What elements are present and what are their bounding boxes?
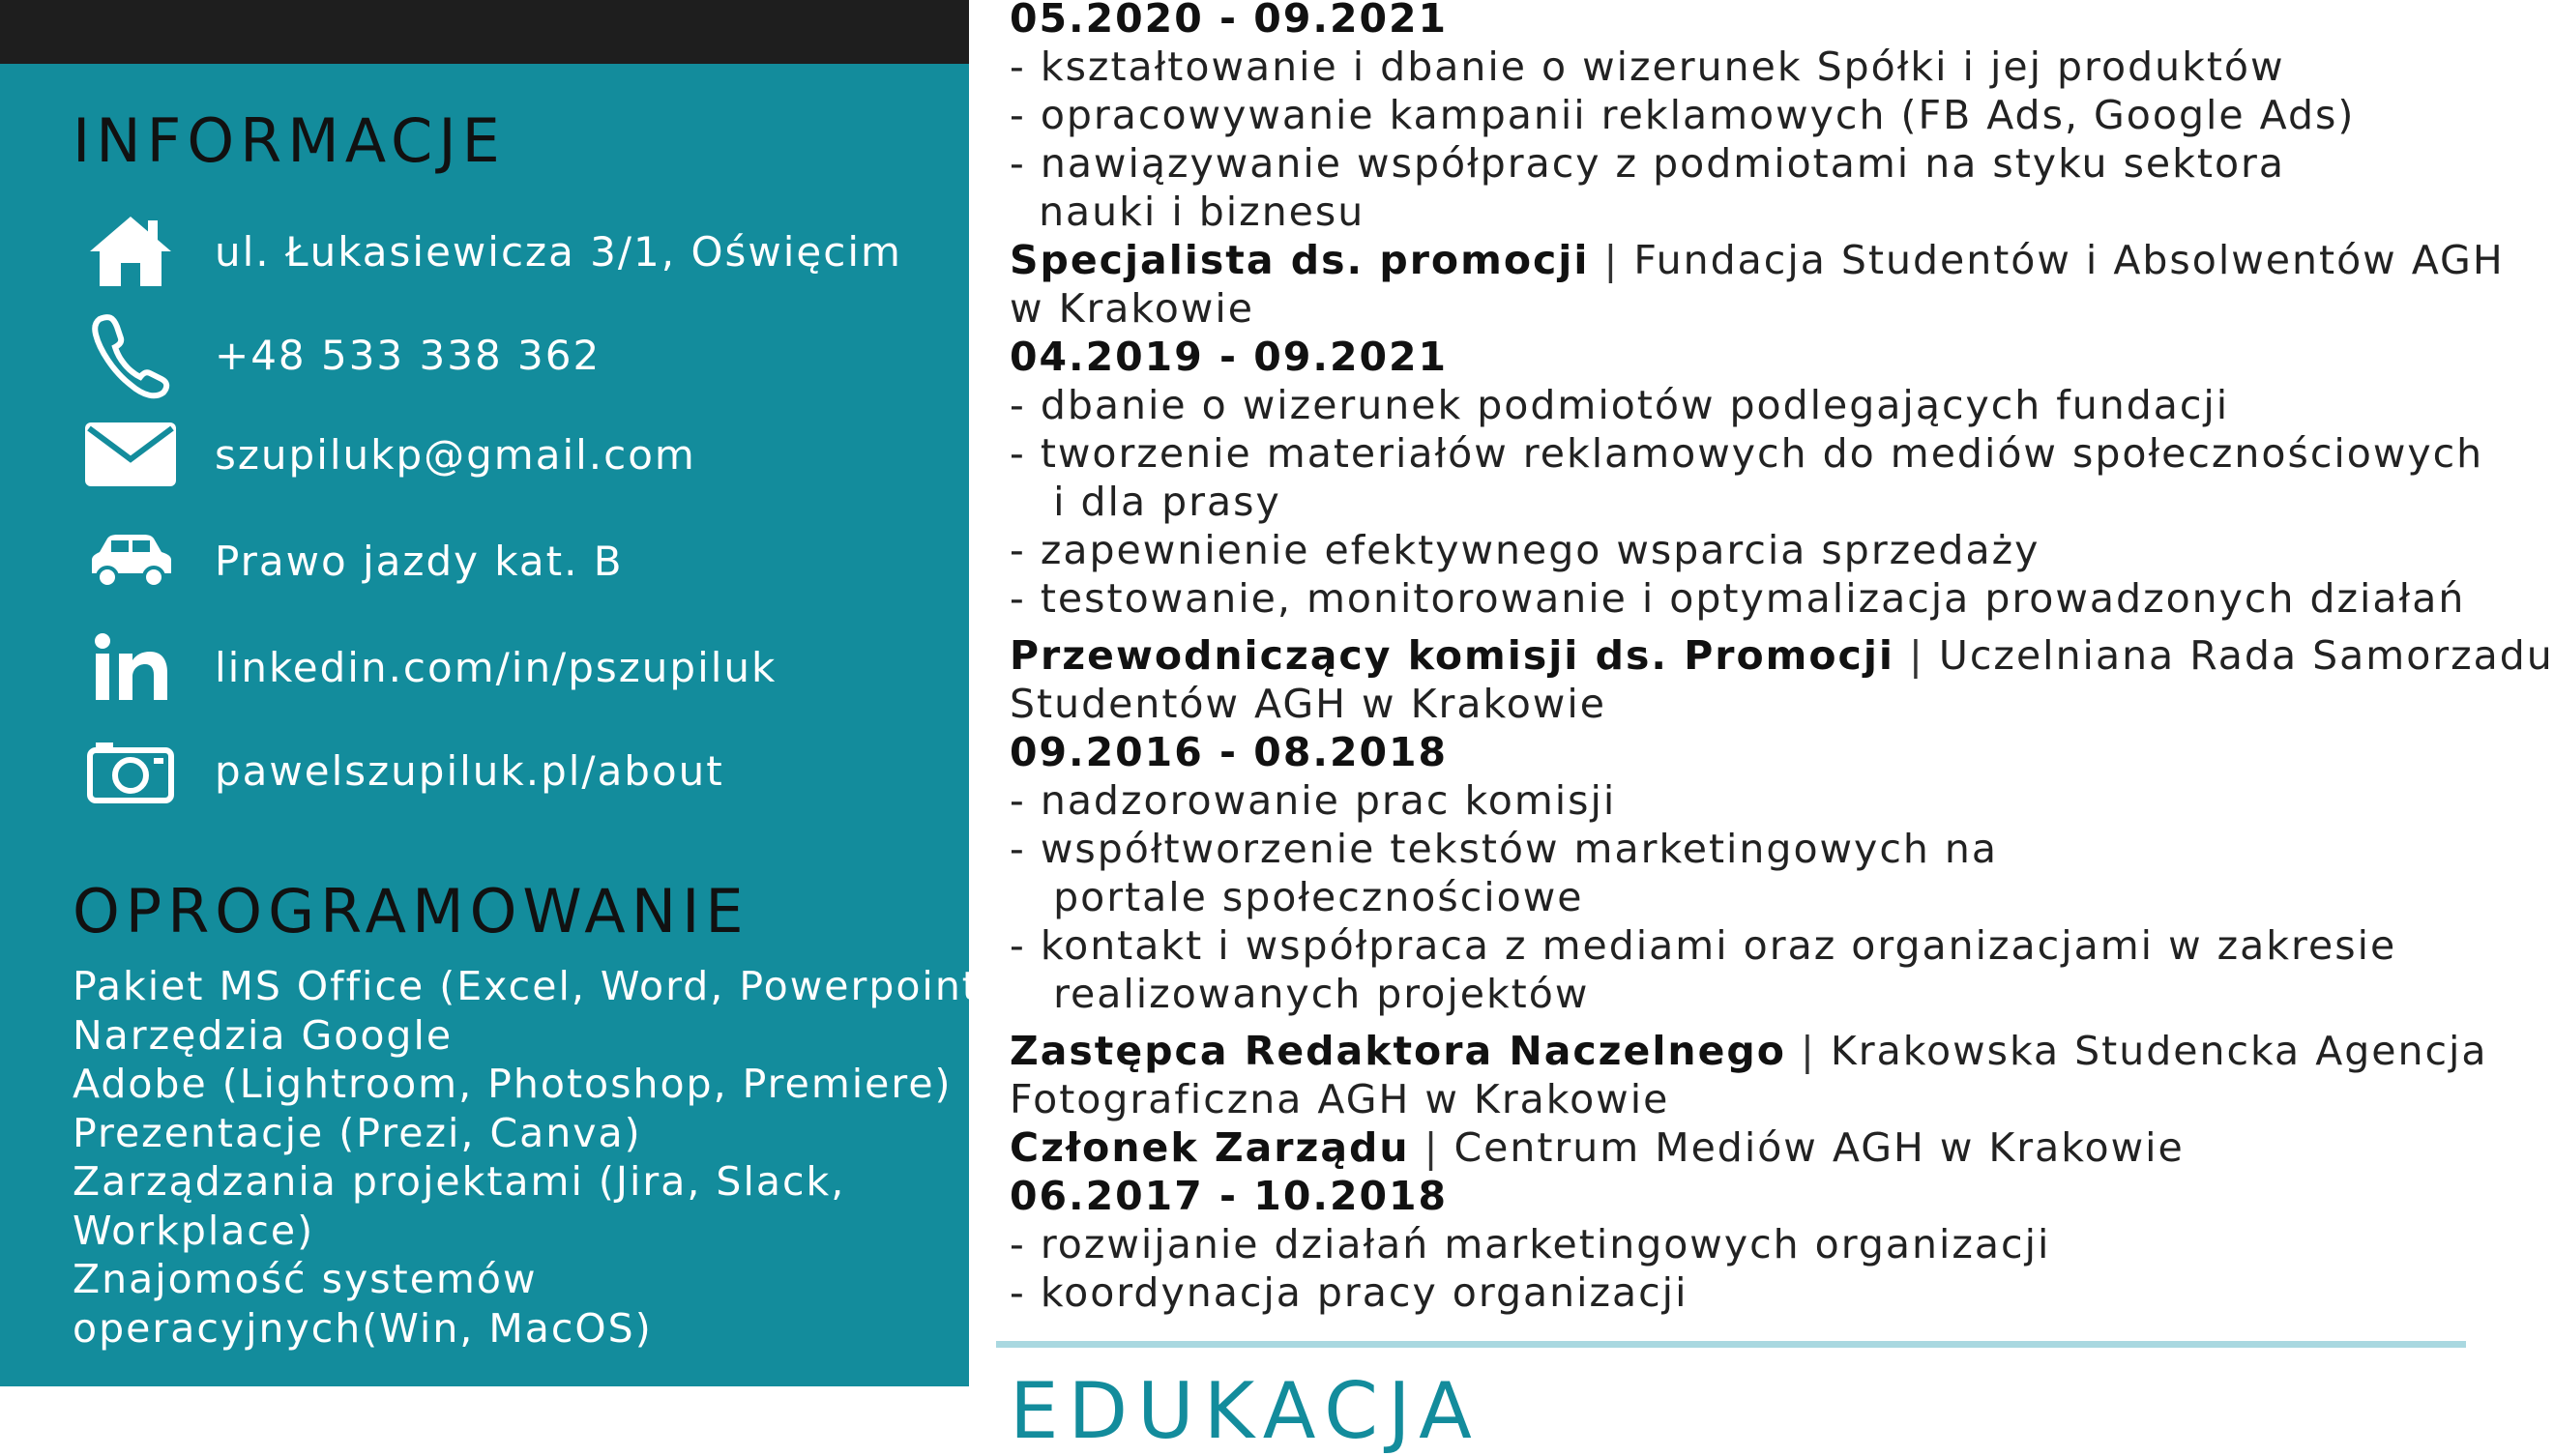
linkedin-icon	[77, 632, 184, 702]
job5-duty: - koordynacja pracy organizacji	[1010, 1269, 1688, 1316]
job2-duty: - zapewnienie efektywnego wsparcia sprzedaży	[1010, 527, 2040, 573]
job4-org: Krakowska Studencka Agencja	[1830, 1028, 2488, 1074]
contact-email	[77, 411, 948, 498]
contact-phone	[77, 311, 948, 398]
job2-org: Fundacja Studentów i Absolwentów AGH	[1633, 237, 2505, 283]
software-item: Workplace)	[73, 1207, 315, 1254]
contact-license	[77, 517, 948, 604]
job1-duty: - kształtowanie i dbanie o wizerunek Spółki i jej produktów	[1010, 44, 2285, 90]
software-item: operacyjnych(Win, MacOS)	[73, 1304, 653, 1352]
job2-dates: 04.2019 - 09.2021	[1010, 334, 1449, 380]
job5-title: Członek Zarządu	[1010, 1124, 1410, 1171]
software-item: Prezentacje (Prezi, Canva)	[73, 1109, 642, 1156]
camera-icon	[77, 737, 184, 804]
job3-dates: 09.2016 - 08.2018	[1010, 729, 1449, 775]
job2-header	[1010, 236, 2505, 284]
contact-address	[77, 208, 948, 295]
job1-duty: nauki i biznesu	[1010, 189, 1365, 235]
job2-duty: i dla prasy	[1010, 479, 1281, 525]
email-text: szupilukp@gmail.com	[215, 430, 696, 479]
job3-header	[1010, 631, 2554, 680]
job1-dates: 05.2020 - 09.2021	[1010, 0, 1449, 42]
job2-duty: - tworzenie materiałów reklamowych do mediów społecznościowych	[1010, 430, 2484, 477]
home-icon	[77, 213, 184, 290]
job4-header	[1010, 1027, 2488, 1075]
address-text: ul. Łukasiewicza 3/1, Oświęcim	[215, 227, 902, 276]
job1-duty: - opracowywanie kampanii reklamowych (FB Ads, Google Ads)	[1010, 92, 2356, 138]
job3-org: Uczelniana Rada Samorzadu	[1938, 632, 2554, 679]
job2-duty: - testowanie, monitorowanie i optymalizacja prowadzonych działań	[1010, 575, 2466, 622]
job5-org: Centrum Mediów AGH w Krakowie	[1453, 1124, 2185, 1171]
software-item: Znajomość systemów	[73, 1256, 538, 1302]
job3-duty: - kontakt i współpraca z mediami oraz organizacjami w zakresie	[1010, 922, 2397, 969]
website-link[interactable]: pawelszupiluk.pl/about	[215, 746, 724, 795]
job5-duty: - rozwijanie działań marketingowych organizacji	[1010, 1221, 2051, 1267]
job2-title: Specjalista ds. promocji	[1010, 237, 1590, 283]
job3-duty: portale społecznościowe	[1010, 874, 1584, 920]
separator: |	[1424, 1124, 1440, 1171]
education-heading: EDUKACJA	[1010, 1366, 1482, 1456]
software-list	[73, 962, 997, 1353]
profile-photo	[0, 0, 969, 64]
software-item: Pakiet MS Office (Excel, Word, Powerpoint)	[73, 963, 997, 1009]
job3-duty: realizowanych projektów	[1010, 971, 1590, 1017]
software-item: Zarządzania projektami (Jira, Slack,	[73, 1158, 846, 1205]
job3-title: Przewodniczący komisji ds. Promocji	[1010, 632, 1894, 679]
job3-duty: - nadzorowanie prac komisji	[1010, 777, 1617, 824]
software-item: Adobe (Lightroom, Photoshop, Premiere)	[73, 1061, 953, 1107]
job5-dates: 06.2017 - 10.2018	[1010, 1173, 1449, 1219]
software-heading: OPROGRAMOWANIE	[73, 876, 749, 946]
job3-duty: - współtworzenie tekstów marketingowych na	[1010, 826, 1998, 872]
contact-website[interactable]	[77, 727, 948, 814]
separator: |	[1603, 237, 1620, 283]
mail-icon	[77, 421, 184, 488]
job1-duty: - nawiązywanie współpracy z podmiotami na styku sektora	[1010, 140, 2286, 187]
separator: |	[1800, 1028, 1816, 1074]
contact-linkedin[interactable]	[77, 624, 948, 711]
info-heading: INFORMACJE	[73, 105, 506, 176]
job4-org-cont: Fotograficzna AGH w Krakowie	[1010, 1076, 1670, 1122]
separator: |	[1909, 632, 1924, 679]
job3-org-cont: Studentów AGH w Krakowie	[1010, 681, 1606, 727]
car-icon	[77, 531, 184, 591]
section-divider	[996, 1341, 2466, 1348]
job2-org-cont: w Krakowie	[1010, 285, 1254, 332]
phone-icon	[77, 313, 184, 396]
linkedin-link[interactable]: linkedin.com/in/pszupiluk	[215, 643, 778, 691]
job2-duty: - dbanie o wizerunek podmiotów podlegających fundacji	[1010, 382, 2230, 428]
software-item: Narzędzia Google	[73, 1011, 454, 1059]
phone-text: +48 533 338 362	[215, 331, 602, 379]
job4-title: Zastępca Redaktora Naczelnego	[1010, 1028, 1786, 1074]
license-text: Prawo jazdy kat. B	[215, 537, 624, 585]
job5-header	[1010, 1123, 2185, 1172]
